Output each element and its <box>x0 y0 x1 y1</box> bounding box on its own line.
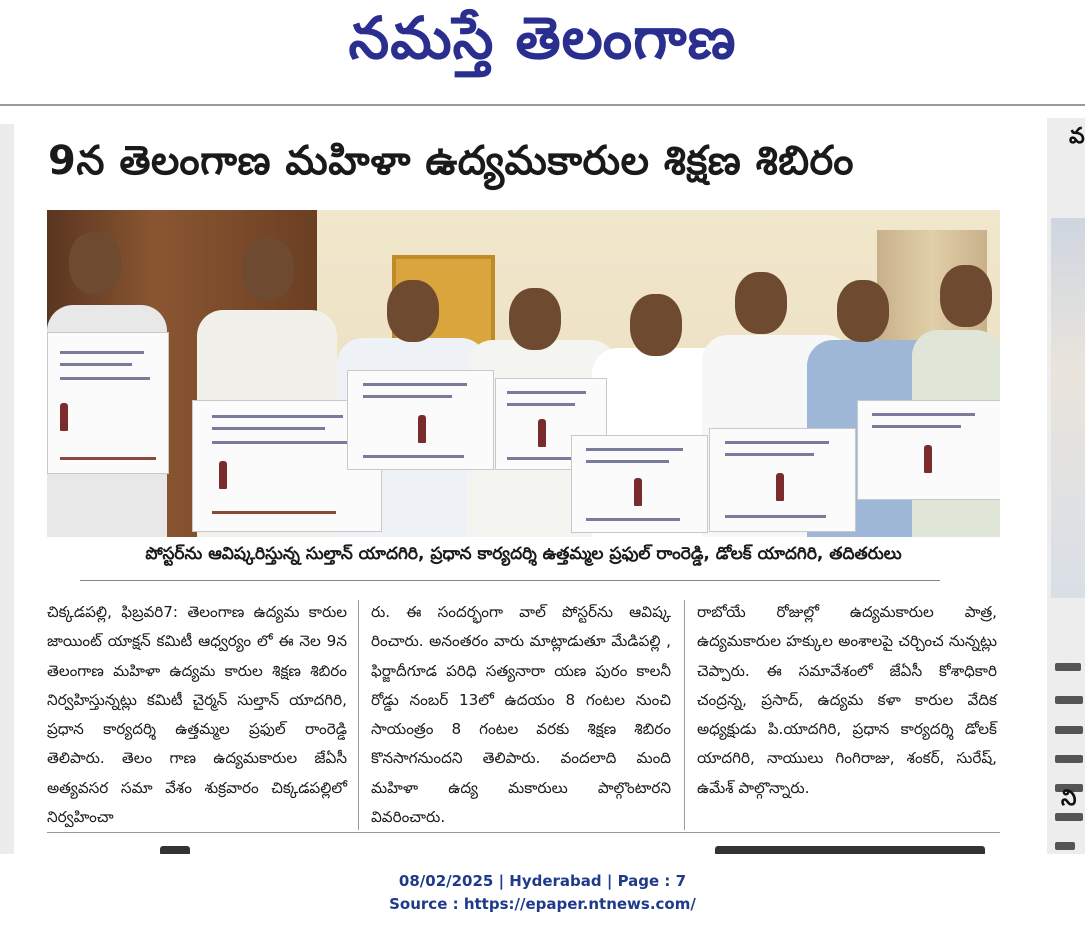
person-head <box>509 288 561 350</box>
person-head <box>69 232 121 294</box>
person-head <box>940 265 992 327</box>
footer-dateline: 08/02/2025 | Hyderabad | Page : 7 <box>398 872 687 890</box>
article-column-3 <box>697 598 997 803</box>
event-poster <box>571 435 708 533</box>
person-head <box>387 280 439 342</box>
event-poster <box>709 428 856 532</box>
article-photo <box>47 210 1000 537</box>
article-column-1 <box>47 598 347 832</box>
photo-caption: పోస్టర్‌ను ఆవిష్కరిస్తున్న సుల్తాన్ యాదగిరి, ప్రధాన కార్యదర్శి ఉత్తమ్మల ప్రఫుల్ రాంరెడ్డి, డోలక్ యాదగిరి, తదితరులు <box>145 544 902 564</box>
adjacent-headline-fragment: వ <box>1069 124 1085 149</box>
adjacent-article-left <box>0 124 14 854</box>
footer <box>0 854 1085 934</box>
adjacent-subhead-fragment: ని <box>1061 786 1077 811</box>
footer-source: Source : https://epaper.ntnews.com/ <box>389 895 696 913</box>
article-headline: 9న తెలంగాణ మహిళా ఉద్యమకారుల శిక్షణ శిబిరం <box>48 138 855 184</box>
adjacent-text-line <box>1055 842 1075 850</box>
column-divider <box>358 600 359 830</box>
event-poster <box>857 400 1000 500</box>
article-bottom-divider <box>47 832 1000 833</box>
article-column-2 <box>371 598 671 832</box>
column-text: చిక్కడపల్లి, ఫిబ్రవరి7: తెలంగాణ ఉద్యమ కారుల జాయింట్ యాక్షన్ కమిటీ ఆధ్వర్యం లో ఈ నెల 9న తెలంగాణ మహిళా ఉద్యమ కారుల శిక్షణ శిబిరం నిర్వహిస్తున్నట్లు కమిటీ చైర్మన్ సుల్తాన్ యాదగిరి, ప్రధాన కార్యదర్శి ఉత్తమ్మల ప్రఫుల్ రాంరెడ్డి తెలిపారు. తెలం గాణ ఉద్యమకారుల జేఏసీ అత్యవసర సమా వేశం శుక్రవారం చిక్కడపల్లిలో నిర్వహించా <box>47 603 347 827</box>
caption-divider <box>80 580 940 581</box>
adjacent-text-line <box>1055 696 1083 704</box>
masthead-divider <box>0 104 1085 106</box>
column-text: రాబోయే రోజుల్లో ఉద్యమకారుల పాత్ర, ఉద్యమకారుల హక్కుల అంశాలపై చర్చించ నున్నట్లు చెప్పారు. ఈ సమావేశంలో జేఏసీ కోశాధికారి చంద్రన్న, ప్రసాద్, ఉద్యమ కళా కారుల వేదిక అధ్యక్షుడు పి.యాదగిరి, ప్రధాన కార్యదర్శి డోలక్ యాదగిరి, నాయులు గింగిరాజు, శంకర్, సురేష్, ఉమేశ్ పాల్గొన్నారు. <box>697 603 997 797</box>
masthead <box>0 0 1085 92</box>
adjacent-text-line <box>1055 663 1081 671</box>
person-head <box>837 280 889 342</box>
adjacent-text-line <box>1055 755 1083 763</box>
adjacent-text-line <box>1055 726 1083 734</box>
adjacent-article-right <box>1047 118 1085 854</box>
person-head <box>735 272 787 334</box>
event-poster <box>47 332 169 474</box>
column-divider <box>684 600 685 830</box>
adjacent-photo <box>1051 218 1085 598</box>
column-text: రు. ఈ సందర్భంగా వాల్ పోస్టర్‌ను ఆవిష్క రించారు. అనంతరం వారు మాట్లాడుతూ మేడిపల్లి , ఫిర్జాదీగూడ పరిధి సత్యనారా యణ పురం కాలనీ రోడ్డు నంబర్ 13లో ఉదయం 8 గంటల నుంచి సాయంత్రం 8 గంటల వరకు శిక్షణ శిబిరం కొనసాగనుందని తెలిపారు. వందలాది మంది మహిళా ఉద్య మకారులు పాల్గొంటారని వివరించారు. <box>371 603 671 827</box>
person-head <box>630 294 682 356</box>
person-head <box>242 238 294 300</box>
event-poster <box>347 370 494 470</box>
newspaper-logo: నమస్తే తెలంగాణ <box>348 4 737 72</box>
